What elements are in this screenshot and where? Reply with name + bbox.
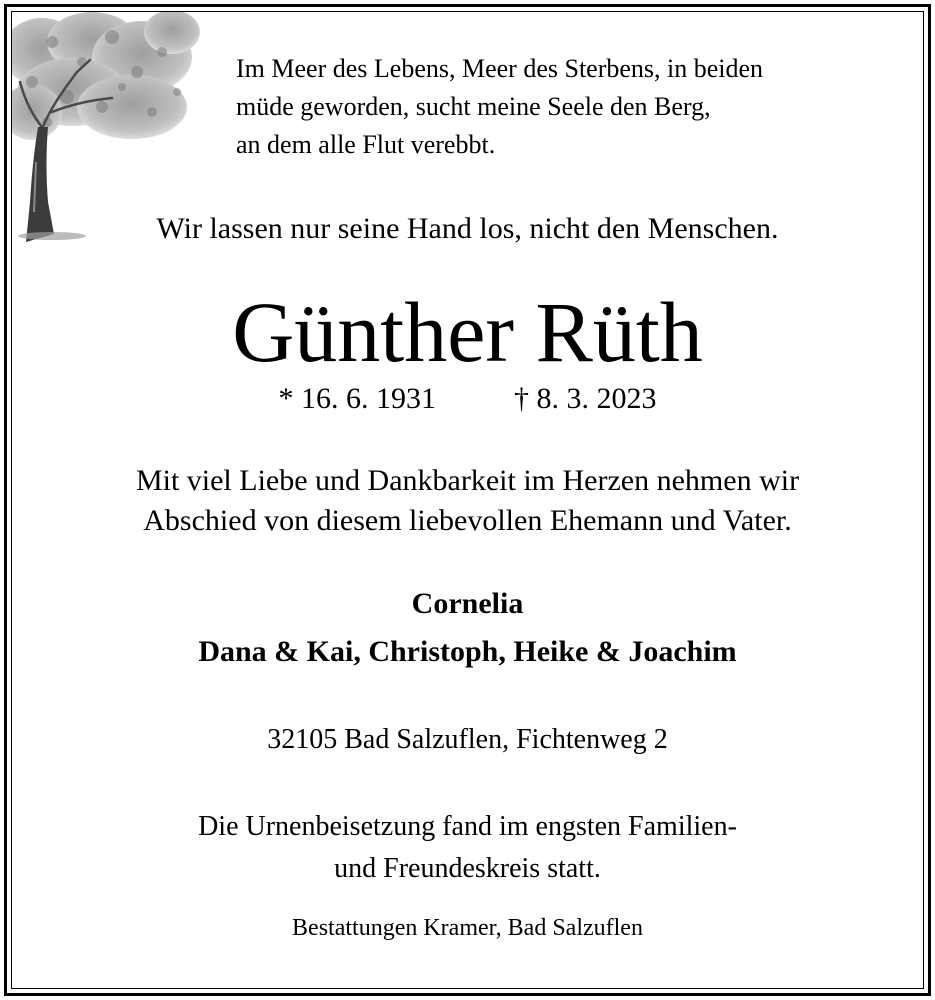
poem: [236, 50, 763, 164]
death-date: † 8. 3. 2023: [514, 382, 657, 415]
message-line: Abschied von diesem liebevollen Ehemann und Vater.: [143, 504, 792, 537]
message-line: Mit viel Liebe und Dankbarkeit im Herzen nehmen wir: [135, 464, 800, 497]
address: 32105 Bad Salzuflen, Fichtenweg 2: [267, 724, 668, 755]
notice-line: und Freundeskreis statt.: [334, 853, 601, 884]
poem-line: Im Meer des Lebens, Meer des Sterbens, in beiden: [236, 54, 764, 83]
life-dates: [0, 379, 935, 419]
birth-date: * 16. 6. 1931: [278, 382, 436, 415]
notice-line: Die Urnenbeisetzung fand im engsten Familien-: [198, 811, 737, 842]
deceased-name: Günther Rüth: [232, 284, 703, 380]
burial-notice: [0, 806, 935, 890]
mourner-primary: Cornelia: [411, 587, 524, 620]
undertaker: Bestattungen Kramer, Bad Salzuflen: [292, 915, 643, 941]
tree-illustration: [12, 12, 202, 242]
motto: Wir lassen nur seine Hand los, nicht den Menschen.: [156, 212, 779, 245]
poem-line: an dem alle Flut verebbt.: [236, 130, 496, 159]
farewell-message: [0, 461, 935, 541]
mourner-family: Dana & Kai, Christoph, Heike & Joachim: [198, 635, 737, 668]
poem-line: müde geworden, sucht meine Seele den Berg,: [236, 92, 711, 121]
